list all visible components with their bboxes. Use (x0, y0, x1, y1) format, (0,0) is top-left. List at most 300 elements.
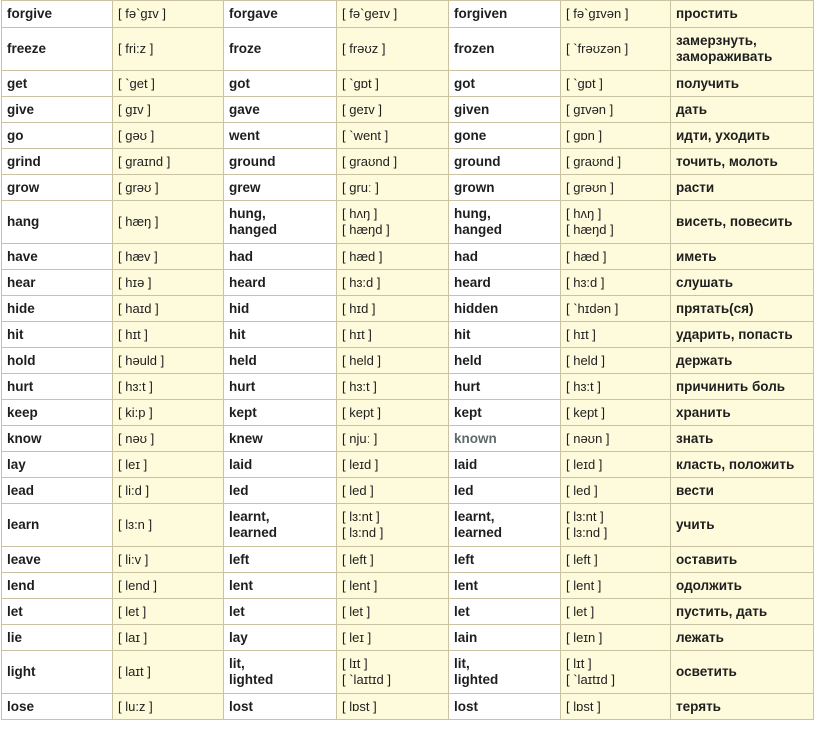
past-simple-text: heard (229, 274, 266, 290)
past-participle-text: lain (454, 629, 478, 645)
translation-text: простить (676, 6, 738, 21)
base-transcription-text: [ haɪd ] (118, 300, 159, 316)
base-form-cell (2, 599, 113, 625)
table-row (2, 71, 814, 97)
past-participle-cell (449, 71, 561, 97)
participle-transcription-text: [ leɪn ] (566, 629, 603, 645)
translation-text: осветить (676, 664, 737, 679)
base-transcription-cell (113, 123, 224, 149)
past-transcription-text: [ let ] (342, 603, 371, 619)
past-simple-text: ground (229, 153, 276, 169)
past-transcription-cell (337, 625, 449, 651)
base-transcription-text: [ laɪt ] (118, 664, 151, 679)
past-simple-cell (224, 694, 337, 720)
translation-cell (671, 504, 814, 547)
participle-transcription-text: [ leɪd ] (566, 456, 603, 472)
base-transcription-cell (113, 625, 224, 651)
table-row (2, 296, 814, 322)
participle-transcription-cell (561, 694, 671, 720)
past-transcription-cell (337, 573, 449, 599)
base-form-cell (2, 244, 113, 270)
base-form-text: grow (7, 179, 40, 195)
past-simple-text: lent (229, 577, 254, 593)
base-form-cell (2, 123, 113, 149)
base-form-cell (2, 452, 113, 478)
participle-transcription-text: [ nəʊn ] (566, 430, 610, 446)
past-transcription-cell (337, 322, 449, 348)
table-row (2, 504, 814, 547)
base-form-cell (2, 149, 113, 175)
past-simple-text: learnt, (229, 509, 270, 524)
past-participle-cell (449, 599, 561, 625)
translation-text: учить (676, 517, 715, 532)
past-participle-cell (449, 573, 561, 599)
base-form-cell (2, 478, 113, 504)
participle-transcription-text: [ held ] (566, 352, 606, 368)
table-row (2, 374, 814, 400)
participle-transcription-text: [ kept ] (566, 404, 606, 420)
participle-transcription-cell (561, 478, 671, 504)
translation-cell (671, 123, 814, 149)
past-transcription-text: [ fə`geɪv ] (342, 6, 398, 21)
past-simple-cell (224, 123, 337, 149)
past-simple-cell (224, 71, 337, 97)
participle-transcription-text: [ grəʊn ] (566, 179, 614, 195)
past-participle-cell (449, 270, 561, 296)
past-simple-cell (224, 244, 337, 270)
translation-cell (671, 625, 814, 651)
translation-text: терять (676, 698, 721, 714)
past-simple-text: forgave (229, 6, 278, 21)
past-participle-cell (449, 201, 561, 244)
translation-cell (671, 694, 814, 720)
base-transcription-text: [ gɪv ] (118, 101, 151, 117)
table-row (2, 400, 814, 426)
participle-transcription-cell (561, 97, 671, 123)
past-transcription-text: [ lɜ:nd ] (342, 525, 384, 540)
past-participle-text: lighted (454, 672, 499, 687)
past-participle-text: laid (454, 456, 478, 472)
past-transcription-text: [ lɜ:nt ] (342, 509, 380, 524)
table-row (2, 149, 814, 175)
participle-transcription-text: [ hæŋd ] (566, 222, 614, 237)
past-participle-cell (449, 348, 561, 374)
base-transcription-cell (113, 547, 224, 573)
participle-transcription-text: [ let ] (566, 603, 595, 619)
past-simple-text: learned (229, 525, 278, 540)
past-simple-text: got (229, 75, 250, 91)
past-participle-text: learnt, (454, 509, 495, 524)
base-transcription-cell (113, 296, 224, 322)
translation-text: замораживать (676, 49, 773, 64)
translation-text: прятать(ся) (676, 300, 754, 316)
translation-text: вести (676, 482, 714, 498)
past-simple-text: lay (229, 629, 248, 645)
base-transcription-text: [ grəʊ ] (118, 179, 159, 195)
participle-transcription-text: [ gɒn ] (566, 127, 603, 143)
participle-transcription-text: [ lɜ:nd ] (566, 525, 608, 540)
past-simple-cell (224, 175, 337, 201)
base-transcription-cell (113, 694, 224, 720)
participle-transcription-cell (561, 244, 671, 270)
base-form-text: give (7, 101, 35, 117)
base-transcription-text: [ həuld ] (118, 352, 165, 368)
past-transcription-cell (337, 201, 449, 244)
past-participle-text: heard (454, 274, 491, 290)
translation-text: дать (676, 101, 707, 117)
base-transcription-text: [ hɜ:t ] (118, 378, 153, 394)
participle-transcription-text: [ led ] (566, 482, 598, 498)
past-transcription-text: [ hæŋd ] (342, 222, 390, 237)
past-simple-text: lost (229, 698, 254, 714)
past-transcription-text: [ hæd ] (342, 248, 383, 264)
past-transcription-text: [ led ] (342, 482, 374, 498)
past-simple-text: froze (229, 41, 262, 56)
past-simple-text: hid (229, 300, 250, 316)
past-participle-cell (449, 374, 561, 400)
base-form-text: hurt (7, 378, 34, 394)
base-transcription-text: [ hæv ] (118, 248, 158, 264)
table-row (2, 123, 814, 149)
participle-transcription-cell (561, 123, 671, 149)
past-participle-text: learned (454, 525, 503, 540)
table-row (2, 573, 814, 599)
base-form-cell (2, 426, 113, 452)
past-transcription-cell (337, 270, 449, 296)
base-transcription-text: [ li:v ] (118, 551, 149, 567)
base-transcription-text: [ let ] (118, 603, 147, 619)
base-transcription-text: [ lɜ:n ] (118, 517, 153, 532)
participle-transcription-text: [ left ] (566, 551, 598, 567)
translation-text: держать (676, 352, 733, 368)
participle-transcription-cell (561, 175, 671, 201)
translation-cell (671, 426, 814, 452)
translation-cell (671, 71, 814, 97)
participle-transcription-cell (561, 71, 671, 97)
base-transcription-cell (113, 426, 224, 452)
past-participle-text: got (454, 75, 475, 91)
participle-transcription-text: [ hæd ] (566, 248, 607, 264)
translation-text: замерзнуть, (676, 33, 757, 48)
base-transcription-cell (113, 270, 224, 296)
past-participle-text: hurt (454, 378, 481, 394)
base-transcription-text: [ leɪ ] (118, 456, 148, 472)
past-transcription-cell (337, 244, 449, 270)
base-transcription-text: [ gəʊ ] (118, 127, 155, 143)
past-simple-cell (224, 270, 337, 296)
base-form-text: hold (7, 352, 36, 368)
participle-transcription-cell (561, 149, 671, 175)
base-form-text: go (7, 127, 24, 143)
translation-cell (671, 244, 814, 270)
translation-text: точить, молоть (676, 153, 778, 169)
past-participle-cell (449, 426, 561, 452)
past-participle-cell (449, 1, 561, 28)
table-row (2, 244, 814, 270)
base-transcription-cell (113, 1, 224, 28)
past-transcription-text: [ hɜ:t ] (342, 378, 377, 394)
table-row (2, 452, 814, 478)
participle-transcription-text: [ hʌŋ ] (566, 206, 602, 221)
base-transcription-text: [ lend ] (118, 577, 158, 593)
base-transcription-cell (113, 28, 224, 71)
past-simple-text: hung, (229, 206, 266, 221)
translation-cell (671, 478, 814, 504)
past-participle-text: held (454, 352, 482, 368)
participle-transcription-cell (561, 201, 671, 244)
base-transcription-cell (113, 97, 224, 123)
past-simple-text: knew (229, 430, 263, 446)
past-simple-text: had (229, 248, 254, 264)
past-simple-text: lit, (229, 656, 245, 671)
translation-cell (671, 28, 814, 71)
base-form-text: lead (7, 482, 35, 498)
participle-transcription-cell (561, 1, 671, 28)
past-transcription-cell (337, 1, 449, 28)
past-participle-text: lost (454, 698, 479, 714)
base-form-text: hide (7, 300, 35, 316)
past-simple-cell (224, 149, 337, 175)
past-transcription-cell (337, 348, 449, 374)
translation-cell (671, 201, 814, 244)
base-form-cell (2, 175, 113, 201)
base-transcription-cell (113, 322, 224, 348)
participle-transcription-cell (561, 651, 671, 694)
past-transcription-text: [ njuː ] (342, 430, 378, 446)
base-transcription-text: [ hɪə ] (118, 274, 152, 290)
base-transcription-text: [ li:d ] (118, 482, 150, 498)
base-transcription-cell (113, 175, 224, 201)
past-simple-text: hit (229, 326, 246, 342)
past-transcription-cell (337, 374, 449, 400)
translation-cell (671, 348, 814, 374)
base-transcription-cell (113, 149, 224, 175)
base-form-cell (2, 201, 113, 244)
past-participle-text: left (454, 551, 475, 567)
base-form-cell (2, 625, 113, 651)
table-row (2, 599, 814, 625)
past-transcription-cell (337, 400, 449, 426)
past-participle-text: known (454, 430, 497, 446)
past-participle-text: ground (454, 153, 501, 169)
participle-transcription-text: [ hɜ:t ] (566, 378, 601, 394)
base-form-text: grind (7, 153, 41, 169)
past-participle-cell (449, 625, 561, 651)
past-transcription-cell (337, 694, 449, 720)
past-transcription-text: [ hɪt ] (342, 326, 372, 342)
translation-cell (671, 400, 814, 426)
base-transcription-text: [ hɪt ] (118, 326, 148, 342)
past-transcription-cell (337, 296, 449, 322)
base-form-text: leave (7, 551, 41, 567)
past-simple-text: led (229, 482, 249, 498)
translation-text: лежать (676, 629, 724, 645)
participle-transcription-text: [ lɜ:nt ] (566, 509, 604, 524)
participle-transcription-text: [ `laɪtɪd ] (566, 672, 615, 687)
past-simple-cell (224, 400, 337, 426)
base-transcription-text: [ fə`gɪv ] (118, 6, 166, 21)
base-transcription-text: [ nəʊ ] (118, 430, 155, 446)
participle-transcription-cell (561, 322, 671, 348)
past-simple-text: let (229, 603, 245, 619)
participle-transcription-text: [ lɪt ] (566, 656, 592, 671)
base-transcription-text: [ hæŋ ] (118, 214, 159, 229)
table-row (2, 625, 814, 651)
participle-transcription-cell (561, 599, 671, 625)
base-transcription-text: [ `get ] (118, 75, 155, 91)
past-transcription-text: [ lɒst ] (342, 698, 377, 714)
past-participle-cell (449, 149, 561, 175)
base-form-text: forgive (7, 6, 53, 21)
table-row (2, 175, 814, 201)
participle-transcription-cell (561, 270, 671, 296)
past-simple-cell (224, 322, 337, 348)
past-simple-cell (224, 28, 337, 71)
translation-cell (671, 452, 814, 478)
past-transcription-text: [ hɪd ] (342, 300, 376, 316)
past-transcription-text: [ lent ] (342, 577, 378, 593)
participle-transcription-text: [ fə`gɪvən ] (566, 6, 629, 21)
past-simple-cell (224, 97, 337, 123)
base-form-text: get (7, 75, 28, 91)
base-form-cell (2, 71, 113, 97)
past-simple-cell (224, 452, 337, 478)
past-transcription-cell (337, 97, 449, 123)
base-form-cell (2, 651, 113, 694)
translation-cell (671, 270, 814, 296)
translation-text: висеть, повесить (676, 214, 793, 229)
participle-transcription-cell (561, 504, 671, 547)
past-participle-cell (449, 478, 561, 504)
table-row (2, 97, 814, 123)
participle-transcription-cell (561, 625, 671, 651)
past-transcription-cell (337, 28, 449, 71)
past-transcription-cell (337, 149, 449, 175)
past-simple-text: lighted (229, 672, 274, 687)
past-participle-cell (449, 175, 561, 201)
base-form-cell (2, 296, 113, 322)
past-participle-cell (449, 504, 561, 547)
table-row (2, 547, 814, 573)
past-simple-cell (224, 296, 337, 322)
past-participle-text: forgiven (454, 6, 508, 21)
table-row (2, 1, 814, 28)
past-participle-cell (449, 651, 561, 694)
participle-transcription-cell (561, 296, 671, 322)
translation-cell (671, 175, 814, 201)
base-form-text: lie (7, 629, 23, 645)
base-form-text: hit (7, 326, 24, 342)
past-participle-text: let (454, 603, 470, 619)
translation-cell (671, 97, 814, 123)
past-participle-cell (449, 28, 561, 71)
base-transcription-cell (113, 71, 224, 97)
base-form-text: keep (7, 404, 38, 420)
past-participle-cell (449, 244, 561, 270)
past-simple-text: held (229, 352, 257, 368)
base-form-text: light (7, 664, 36, 679)
past-transcription-text: [ leɪd ] (342, 456, 379, 472)
past-transcription-text: [ leɪ ] (342, 629, 372, 645)
translation-text: причинить боль (676, 378, 786, 394)
translation-cell (671, 374, 814, 400)
base-form-cell (2, 348, 113, 374)
past-participle-cell (449, 123, 561, 149)
base-transcription-text: [ ki:p ] (118, 404, 153, 420)
translation-text: знать (676, 430, 714, 446)
past-simple-text: went (229, 127, 260, 143)
base-form-text: learn (7, 517, 40, 532)
base-transcription-cell (113, 374, 224, 400)
participle-transcription-cell (561, 426, 671, 452)
past-simple-text: kept (229, 404, 257, 420)
participle-transcription-text: [ `hɪdən ] (566, 300, 619, 316)
participle-transcription-cell (561, 452, 671, 478)
translation-text: класть, положить (676, 456, 795, 472)
past-simple-cell (224, 573, 337, 599)
base-form-cell (2, 270, 113, 296)
translation-cell (671, 573, 814, 599)
translation-cell (671, 322, 814, 348)
past-transcription-cell (337, 452, 449, 478)
table-row (2, 270, 814, 296)
translation-cell (671, 296, 814, 322)
table-row (2, 322, 814, 348)
past-participle-text: given (454, 101, 490, 117)
base-form-cell (2, 504, 113, 547)
base-form-text: lose (7, 698, 35, 714)
past-transcription-text: [ gruː ] (342, 179, 379, 195)
past-simple-text: left (229, 551, 250, 567)
table-row (2, 478, 814, 504)
past-transcription-text: [ geɪv ] (342, 101, 383, 117)
past-transcription-cell (337, 123, 449, 149)
base-form-cell (2, 547, 113, 573)
past-transcription-text: [ graʊnd ] (342, 153, 398, 169)
base-form-text: hear (7, 274, 36, 290)
past-transcription-text: [ `went ] (342, 127, 389, 143)
base-transcription-text: [ graɪnd ] (118, 153, 171, 169)
base-form-cell (2, 400, 113, 426)
past-transcription-text: [ left ] (342, 551, 374, 567)
past-transcription-cell (337, 478, 449, 504)
past-simple-cell (224, 651, 337, 694)
past-participle-text: kept (454, 404, 482, 420)
past-simple-text: laid (229, 456, 253, 472)
participle-transcription-text: [ hɜ:d ] (566, 274, 605, 290)
past-simple-text: gave (229, 101, 260, 117)
base-transcription-cell (113, 651, 224, 694)
past-simple-cell (224, 348, 337, 374)
translation-text: одолжить (676, 577, 742, 593)
past-simple-cell (224, 426, 337, 452)
base-transcription-cell (113, 478, 224, 504)
past-participle-cell (449, 694, 561, 720)
past-participle-text: gone (454, 127, 487, 143)
participle-transcription-cell (561, 400, 671, 426)
table-row (2, 201, 814, 244)
base-transcription-cell (113, 573, 224, 599)
participle-transcription-text: [ hɪt ] (566, 326, 596, 342)
translation-cell (671, 149, 814, 175)
participle-transcription-text: [ lɒst ] (566, 698, 601, 714)
participle-transcription-text: [ graʊnd ] (566, 153, 622, 169)
base-form-cell (2, 573, 113, 599)
base-transcription-cell (113, 244, 224, 270)
base-transcription-text: [ fri:z ] (118, 41, 154, 56)
translation-cell (671, 599, 814, 625)
participle-transcription-cell (561, 348, 671, 374)
